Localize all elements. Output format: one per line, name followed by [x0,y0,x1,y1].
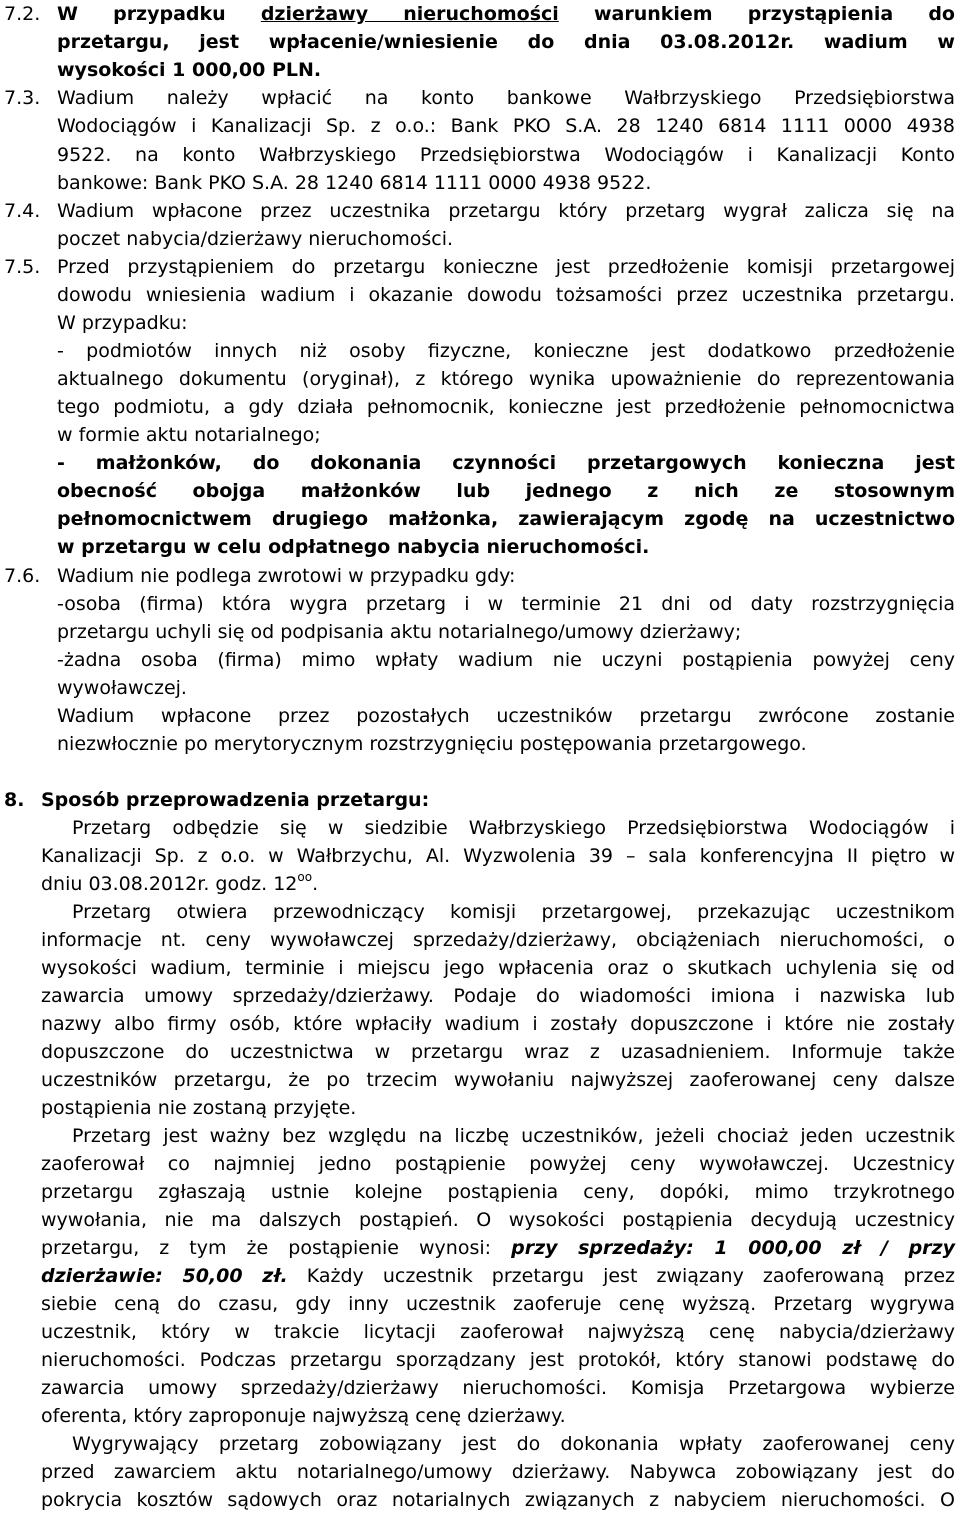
section-8-p2-line-8: postąpienia nie zostaną przyjęte. [41,1097,357,1119]
section-8-p3-line-10: zawarcia umowy sprzedaży/dzierżawy nieruchomości. Komisja Przetargowa wybierze [41,1377,955,1399]
section-8-p4-line-2: przed zawarciem aktu notarialnego/umowy dzierżawy. Nabywca zobowiązany jest do [41,1461,955,1483]
section-7-3-line-3: 9522. na konto Wałbrzyskiego Przedsiębiorstwa Wodociągów i Kanalizacji Konto [57,144,955,166]
section-7-2-line-1 [57,0,955,28]
section-7-2-line-2: przetargu, jest wpłacenie/wniesienie do dnia 03.08.2012r. wadium w [57,31,955,53]
section-7-5-line-5: aktualnego dokumentu (oryginał), z którego wynika upoważnienie do reprezentowania [57,368,955,390]
section-8-p3-line-2: zaoferował co najmniej jedno postąpienie powyżej ceny wywoławczej. Uczestnicy [41,1153,955,1175]
section-8-p4-line-1: Wygrywający przetarg zobowiązany jest do dokonania wpłaty zaoferowanej ceny [72,1433,955,1455]
section-8-p1-line-2: Kanalizacji Sp. z o.o. w Wałbrzychu, Al. Wyzwolenia 39 – sala konferencyjna II piętro w [41,845,955,867]
section-8-p3-line-3: przetargu zgłaszają ustnie kolejne postąpienia ceny, dopóki, mimo trzykrotnego [41,1181,955,1203]
section-number-8: 8. [4,789,25,811]
section-7-5-line-4: - podmiotów innych niż osoby fizyczne, konieczne jest dodatkowo przedłożenie [57,340,955,362]
superscript: oo [297,870,313,884]
section-7-2-line-3: wysokości 1 000,00 PLN. [57,59,322,81]
section-7-5-line-7: w formie aktu notarialnego; [57,424,321,446]
section-7-3-line-1: Wadium należy wpłacić na konto bankowe Wałbrzyskiego Przedsiębiorstwa [57,87,955,109]
section-7-6-line-4: -żadna osoba (firma) mimo wpłaty wadium nie uczyni postąpienia powyżej ceny [57,649,955,671]
section-7-5-line-10: pełnomocnictwem drugiego małżonka, zawierającym zgodę na uczestnictwo [57,508,955,530]
section-8-p1-line-3 [41,870,955,898]
section-7-6-line-3: przetargu uchyli się od podpisania aktu notarialnego/umowy dzierżawy; [57,621,742,643]
section-8-p2-line-5: nazwy albo firmy osób, które wpłaciły wadium i zostały dopuszczone i które nie zostały [41,1013,955,1035]
section-8-p2-line-3: wysokości wadium, terminie i miejscu jego wpłacenia oraz o skutkach uchylenia się od [41,957,955,979]
section-7-3-line-4: bankowe: Bank PKO S.A. 28 1240 6814 1111 0000 4938 9522. [57,172,652,194]
section-number-7-3: 7.3. [4,87,41,109]
section-7-5-line-6: tego podmiotu, a gdy działa pełnomocnik, konieczne jest przedłożenie pełnomocnictwa [57,396,955,418]
section-8-p4-line-3: pokrycia kosztów sądowych oraz notarialnych związanych z nabyciem nieruchomości. O [41,1489,955,1511]
section-7-6-line-1: Wadium nie podlega zwrotowi w przypadku gdy: [57,565,516,587]
bid-increment-sale: przy sprzedaży: 1 000,00 zł / przy [511,1237,955,1259]
section-number-7-5: 7.5. [4,256,41,278]
section-7-5-line-2: dowodu wniesienia wadium i okazanie dowodu tożsamości przez uczestnika przetargu. [57,284,955,306]
section-7-6-line-5: wywoławczej. [57,677,187,699]
section-7-5-line-3: W przypadku: [57,312,188,334]
section-8-p3-line-6 [41,1262,955,1290]
section-8-p1-line-1: Przetarg odbędzie się w siedzibie Wałbrzyskiego Przedsiębiorstwa Wodociągów i [72,817,955,839]
section-8-p3-line-8: uczestnik, który w trakcie licytacji zaoferował najwyższą cenę nabycia/dzierżawy [41,1321,955,1343]
section-8-p2-line-7: uczestników przetargu, że po trzecim wywołaniu najwyższej zaoferowanej ceny dalsze [41,1069,955,1091]
section-7-4-line-2: poczet nabycia/dzierżawy nieruchomości. [57,228,454,250]
section-7-6-line-6: Wadium wpłacone przez pozostałych uczestników przetargu zwrócone zostanie [57,705,955,727]
section-8-p3-line-1: Przetarg jest ważny bez względu na liczbę uczestników, jeżeli chociaż jeden uczestnik [72,1125,955,1147]
section-8-p2-line-2: informacje nt. ceny wywoławczej sprzedaży/dzierżawy, obciążeniach nieruchomości, o [41,929,955,951]
section-8-p2-line-6: dopuszczone do uczestnictwa w przetargu wraz z uzasadnieniem. Informuje także [41,1041,955,1063]
section-8-p3-line-5 [41,1234,955,1262]
section-7-3-line-2: Wodociągów i Kanalizacji Sp. z o.o.: Bank PKO S.A. 28 1240 6814 1111 0000 4938 [57,115,955,137]
section-8-p3-line-4: wywołania, nie ma dalszych postąpień. O wysokości postąpienia decydują uczestnicy [41,1209,955,1231]
section-7-5-line-1: Przed przystąpieniem do przetargu konieczne jest przedłożenie komisji przetargowej [57,256,955,278]
section-8-p3-line-11: oferenta, który zaproponuje najwyższą cenę dzierżawy. [41,1405,566,1427]
section-number-7-6: 7.6. [4,565,41,587]
text-run: . [312,873,319,895]
text-run: Każdy uczestnik przetargu jest związany zaoferowaną przez [287,1265,955,1287]
text-run: warunkiem przystąpienia do [558,3,955,25]
section-8-p2-line-1: Przetarg otwiera przewodniczący komisji przetargowej, przekazując uczestnikom [72,901,955,923]
text-run: W przypadku [57,3,261,25]
text-run: dniu 03.08.2012r. godz. 12 [41,873,298,895]
section-7-5-line-11: w przetargu w celu odpłatnego nabycia nieruchomości. [57,536,650,558]
section-number-7-4: 7.4. [4,200,41,222]
underlined-phrase: dzierżawy nieruchomości [260,3,559,25]
section-7-6-line-7: niezwłocznie po merytorycznym rozstrzygnięciu postępowania przetargowego. [57,733,807,755]
text-run: przetargu, z tym że postąpienie wynosi: [41,1237,512,1259]
section-number-7-2: 7.2. [4,3,41,25]
bid-increment-lease: dzierżawie: 50,00 zł. [41,1265,288,1287]
section-7-5-line-9: obecność obojga małżonków lub jednego z nich ze stosownym [57,480,955,502]
section-8-heading: Sposób przeprowadzenia przetargu: [41,789,430,811]
section-8-p3-line-7: siebie ceną do czasu, gdy inny uczestnik zaoferuje cenę wyższą. Przetarg wygrywa [41,1293,955,1315]
section-7-5-line-8: - małżonków, do dokonania czynności przetargowych konieczna jest [57,452,955,474]
section-8-p2-line-4: zawarcia umowy sprzedaży/dzierżawy. Podaje do wiadomości imiona i nazwiska lub [41,985,955,1007]
section-7-4-line-1: Wadium wpłacone przez uczestnika przetargu który przetarg wygrał zalicza się na [57,200,955,222]
section-8-p3-line-9: nieruchomości. Podczas przetargu sporządzany jest protokół, który stanowi podstawę do [41,1349,955,1371]
section-7-6-line-2: -osoba (firma) która wygra przetarg i w terminie 21 dni od daty rozstrzygnięcia [57,593,955,615]
